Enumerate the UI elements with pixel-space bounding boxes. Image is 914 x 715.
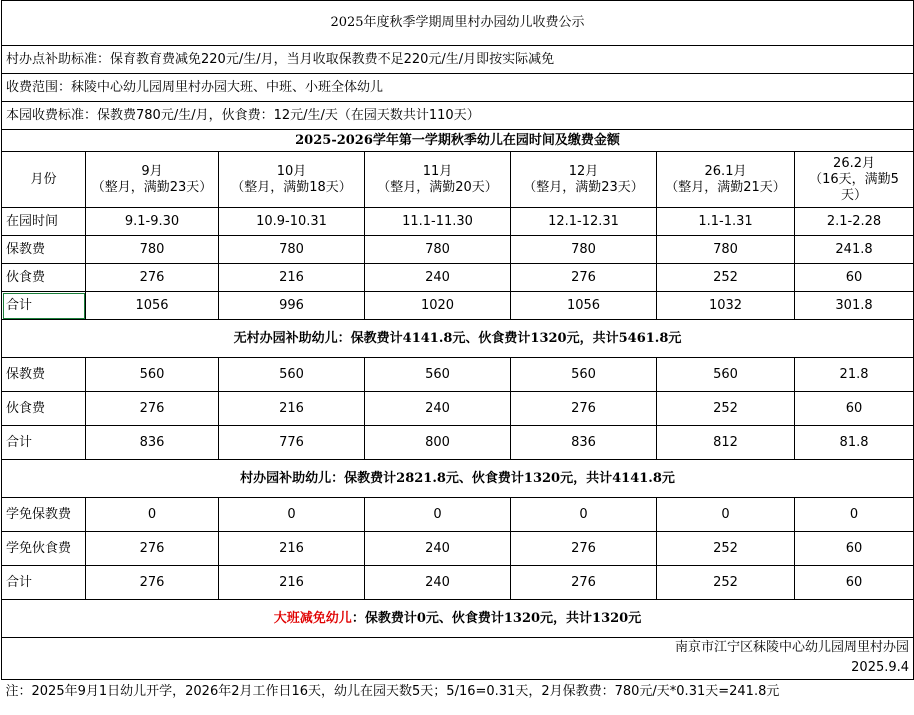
table-row bbox=[2, 236, 914, 264]
table-cell: 0 bbox=[795, 498, 914, 532]
table-cell: 780 bbox=[511, 236, 657, 264]
table-cell: 276 bbox=[86, 532, 219, 566]
table-cell: 1056 bbox=[86, 292, 219, 320]
table-cell: 60 bbox=[795, 566, 914, 600]
table-cell: 1032 bbox=[657, 292, 795, 320]
fee-scope: 收费范围：秣陵中心幼儿园周里村办园大班、中班、小班全体幼儿 bbox=[2, 74, 914, 102]
month-header-label: 月份 bbox=[2, 152, 86, 208]
table-cell: 836 bbox=[86, 426, 219, 460]
month-name: 26.1月 bbox=[704, 163, 747, 179]
month-name: 26.2月 bbox=[833, 155, 875, 171]
table-row bbox=[2, 566, 914, 600]
table-cell: 216 bbox=[219, 392, 365, 426]
table-cell: 836 bbox=[511, 426, 657, 460]
month-detail: （16天，满勤5天） bbox=[809, 171, 899, 203]
row-label: 伙食费 bbox=[2, 264, 86, 292]
table-cell: 2.1-2.28 bbox=[795, 208, 914, 236]
row-label: 学免伙食费 bbox=[2, 532, 86, 566]
table-cell: 276 bbox=[511, 392, 657, 426]
table-cell: 0 bbox=[86, 498, 219, 532]
section4-rest: ：保教费计0元、伙食费计1320元，共计1320元 bbox=[351, 610, 642, 626]
table-cell: 11.1-11.30 bbox=[365, 208, 511, 236]
month-header bbox=[86, 152, 219, 208]
row-label: 伙食费 bbox=[2, 392, 86, 426]
fee-standard: 本园收费标准：保教费780元/生/月，伙食费：12元/生/天（在园天数共计110天） bbox=[2, 102, 914, 130]
row-label: 合计 bbox=[2, 566, 86, 600]
section4-title bbox=[2, 600, 914, 638]
table-cell: 560 bbox=[365, 358, 511, 392]
table-cell: 560 bbox=[511, 358, 657, 392]
table-row bbox=[2, 426, 914, 460]
table-cell: 240 bbox=[365, 392, 511, 426]
table-cell: 276 bbox=[86, 392, 219, 426]
table-cell: 252 bbox=[657, 532, 795, 566]
table-cell: 0 bbox=[511, 498, 657, 532]
table-cell: 10.9-10.31 bbox=[219, 208, 365, 236]
table-cell: 252 bbox=[657, 566, 795, 600]
table-cell: 780 bbox=[219, 236, 365, 264]
month-detail: （整月，满勤23天） bbox=[523, 179, 644, 195]
month-header bbox=[365, 152, 511, 208]
table-cell: 21.8 bbox=[795, 358, 914, 392]
date: 2025.9.4 bbox=[2, 658, 914, 680]
row-label: 学免保教费 bbox=[2, 498, 86, 532]
table-cell: 0 bbox=[219, 498, 365, 532]
row-label: 保教费 bbox=[2, 236, 86, 264]
footnote: 注：2025年9月1日幼儿开学，2026年2月工作日16天，幼儿在园天数5天；5/16=0.31天，2月保教费：780元/天*0.31天=241.8元 bbox=[5, 683, 780, 699]
section3-title: 村办园补助幼儿：保教费计2821.8元、伙食费计1320元，共计4141.8元 bbox=[2, 460, 914, 498]
month-detail: （整月，满勤21天） bbox=[665, 179, 786, 195]
table-cell: 252 bbox=[657, 392, 795, 426]
table-cell: 1056 bbox=[511, 292, 657, 320]
month-name: 9月 bbox=[141, 163, 163, 179]
table-cell: 81.8 bbox=[795, 426, 914, 460]
table-cell: 560 bbox=[86, 358, 219, 392]
table-row bbox=[2, 208, 914, 236]
table-cell: 216 bbox=[219, 264, 365, 292]
table-cell: 560 bbox=[657, 358, 795, 392]
table-cell: 240 bbox=[365, 264, 511, 292]
table-cell: 276 bbox=[511, 566, 657, 600]
table-cell: 0 bbox=[365, 498, 511, 532]
month-name: 11月 bbox=[422, 163, 453, 179]
month-header-row bbox=[2, 152, 914, 208]
table-cell: 216 bbox=[219, 566, 365, 600]
table-cell: 276 bbox=[86, 566, 219, 600]
table-row bbox=[2, 292, 914, 320]
month-name: 12月 bbox=[568, 163, 599, 179]
table-cell: 560 bbox=[219, 358, 365, 392]
table-cell: 9.1-9.30 bbox=[86, 208, 219, 236]
table-cell: 1020 bbox=[365, 292, 511, 320]
table-row bbox=[2, 392, 914, 426]
section2-title: 无村办园补助幼儿：保教费计4141.8元、伙食费计1320元，共计5461.8元 bbox=[2, 320, 914, 358]
table-cell: 276 bbox=[511, 532, 657, 566]
table-cell: 812 bbox=[657, 426, 795, 460]
table-cell: 800 bbox=[365, 426, 511, 460]
month-header bbox=[657, 152, 795, 208]
table-cell: 1.1-1.31 bbox=[657, 208, 795, 236]
table-cell: 60 bbox=[795, 264, 914, 292]
table-cell: 252 bbox=[657, 264, 795, 292]
table-cell: 276 bbox=[86, 264, 219, 292]
fee-table bbox=[1, 0, 914, 704]
row-label-selected-cell[interactable]: 合计 bbox=[2, 292, 86, 320]
subsidy-standard: 村办点补助标准：保育教育费减免220元/生/月，当月收取保教费不足220元/生/月即按实际减免 bbox=[2, 46, 914, 74]
table-cell: 780 bbox=[86, 236, 219, 264]
signature: 南京市江宁区秣陵中心幼儿园周里村办园 bbox=[2, 638, 914, 658]
table-row bbox=[2, 358, 914, 392]
table-cell: 241.8 bbox=[795, 236, 914, 264]
row-label: 合计 bbox=[2, 426, 86, 460]
table-cell: 0 bbox=[657, 498, 795, 532]
table-cell: 240 bbox=[365, 532, 511, 566]
section4-highlight: 大班减免幼儿 bbox=[273, 610, 352, 626]
month-header bbox=[511, 152, 657, 208]
table-row bbox=[2, 264, 914, 292]
row-label: 保教费 bbox=[2, 358, 86, 392]
table-cell: 12.1-12.31 bbox=[511, 208, 657, 236]
table-cell: 216 bbox=[219, 532, 365, 566]
table-row bbox=[2, 532, 914, 566]
table-cell: 60 bbox=[795, 532, 914, 566]
month-detail: （整月，满勤20天） bbox=[377, 179, 498, 195]
month-detail: （整月，满勤23天） bbox=[91, 179, 213, 195]
table-cell: 996 bbox=[219, 292, 365, 320]
table-cell: 240 bbox=[365, 566, 511, 600]
page-title: 2025年度秋季学期周里村办园幼儿收费公示 bbox=[2, 1, 914, 46]
table-cell: 776 bbox=[219, 426, 365, 460]
table-row bbox=[2, 498, 914, 532]
row-label: 在园时间 bbox=[2, 208, 86, 236]
table-cell: 301.8 bbox=[795, 292, 914, 320]
table-cell: 60 bbox=[795, 392, 914, 426]
month-name: 10月 bbox=[276, 163, 307, 179]
table-cell: 780 bbox=[657, 236, 795, 264]
month-detail: （整月，满勤18天） bbox=[231, 179, 352, 195]
table-cell: 276 bbox=[511, 264, 657, 292]
section1-title: 2025-2026学年第一学期秋季幼儿在园时间及缴费金额 bbox=[2, 130, 914, 152]
month-header bbox=[219, 152, 365, 208]
month-header bbox=[795, 152, 914, 208]
table-cell: 780 bbox=[365, 236, 511, 264]
